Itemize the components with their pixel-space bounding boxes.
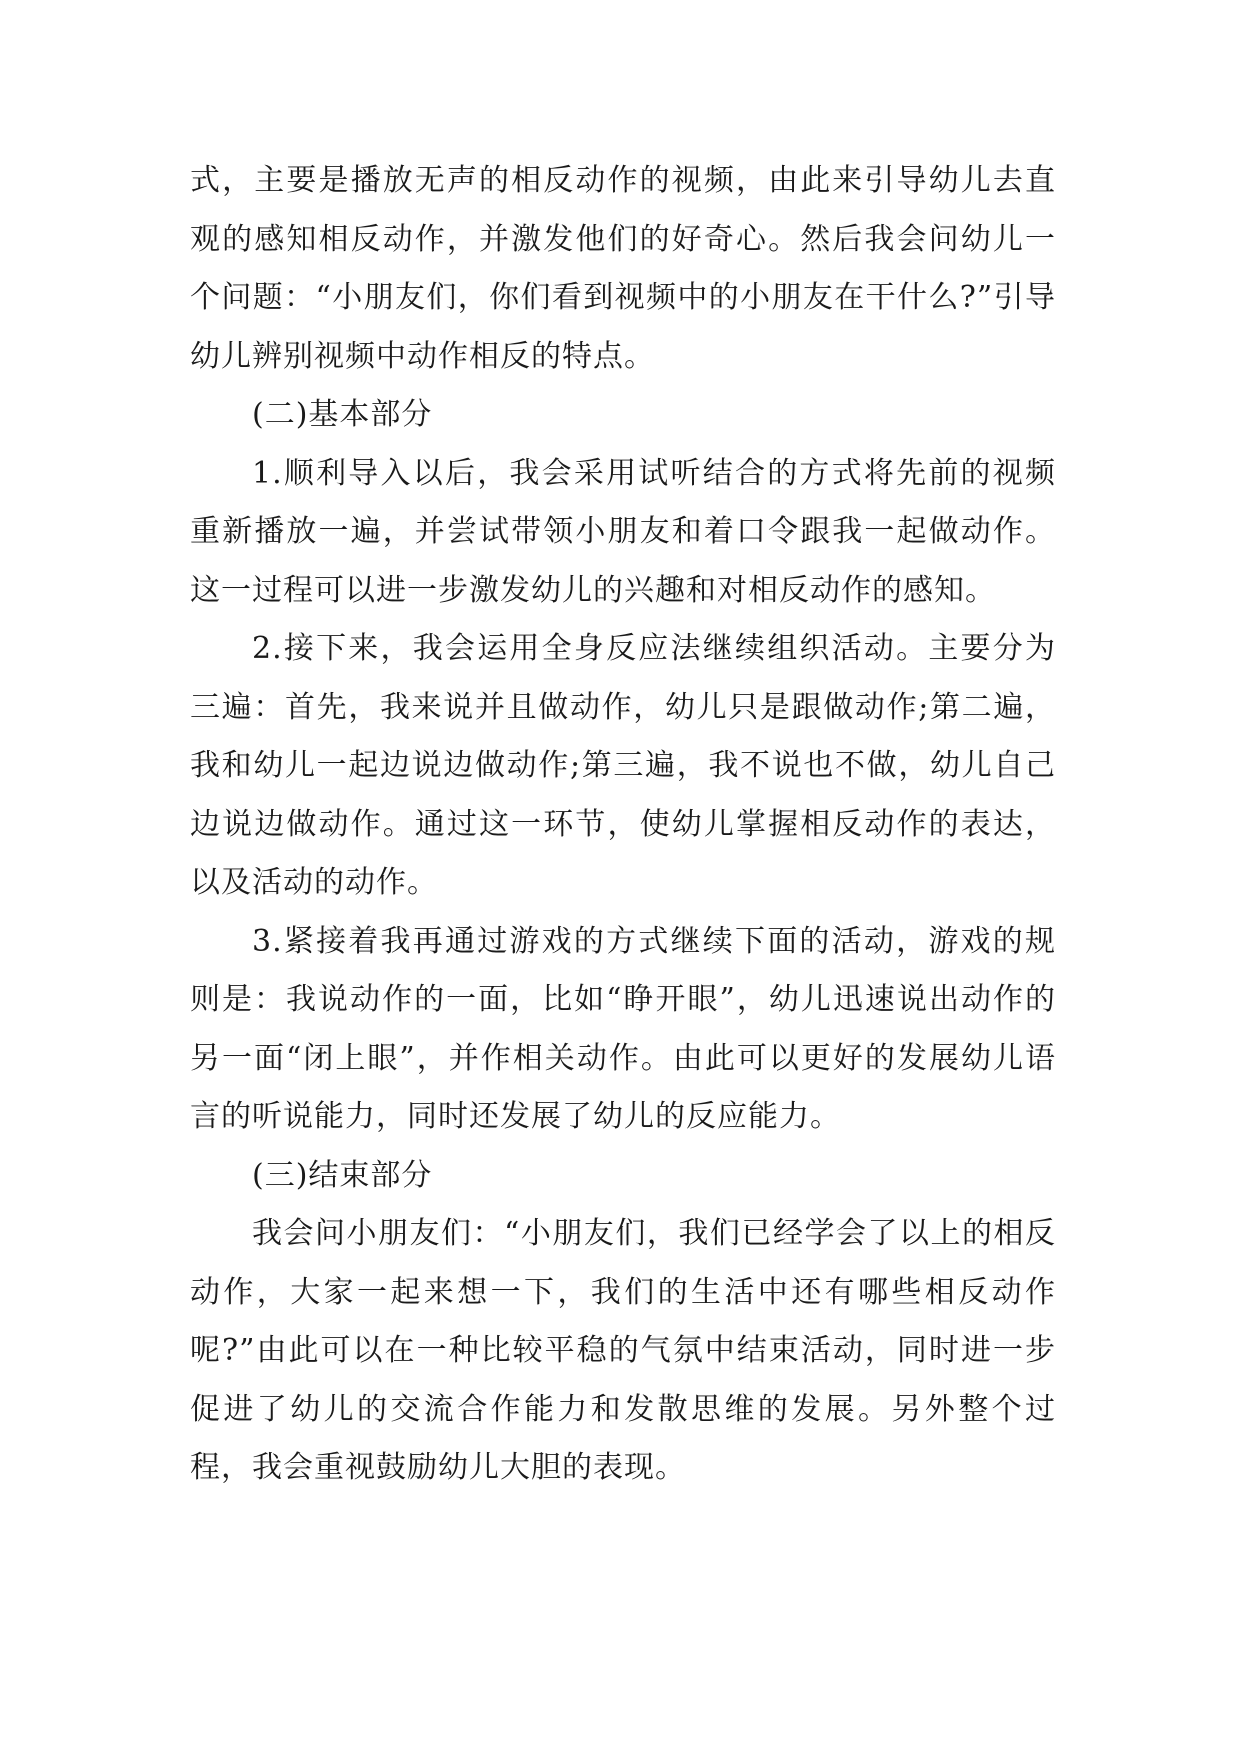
paragraph-step-2: 2.接下来，我会运用全身反应法继续组织活动。主要分为三遍：首先，我来说并且做动作，幼儿只是跟做动作;第二遍，我和幼儿一起边说边做动作;第三遍，我不说也不做，幼儿自己边说边做动作。通过这一环节，使幼儿掌握相反动作的表达，以及活动的动作。: [190, 631, 1056, 900]
section-heading-basic: (二)基本部分: [252, 397, 433, 432]
section-heading-ending: (三)结束部分: [252, 1157, 433, 1193]
paragraph-step-1: 1.顺利导入以后，我会采用试听结合的方式将先前的视频重新播放一遍，并尝试带领小朋友和着口令跟我一起做动作。这一过程可以进一步激发幼儿的兴趣和对相反动作的感知。: [190, 455, 1056, 608]
paragraph-intro-continuation: 式，主要是播放无声的相反动作的视频，由此来引导幼儿去直观的感知相反动作，并激发他们的好奇心。然后我会问幼儿一个问题：“小朋友们，你们看到视频中的小朋友在干什么?”引导幼儿辨别视频中动作相反的特点。: [190, 163, 1056, 374]
document-body: [190, 152, 1056, 1498]
paragraph-ending: 我会问小朋友们：“小朋友们，我们已经学会了以上的相反动作，大家一起来想一下，我们的生活中还有哪些相反动作呢?”由此可以在一种比较平稳的气氛中结束活动，同时进一步促进了幼儿的交流合作能力和发散思维的发展。另外整个过程，我会重视鼓励幼儿大胆的表现。: [190, 1216, 1056, 1485]
paragraph-step-3: 3.紧接着我再通过游戏的方式继续下面的活动，游戏的规则是：我说动作的一面，比如“睁开眼”，幼儿迅速说出动作的另一面“闭上眼”，并作相关动作。由此可以更好的发展幼儿语言的听说能力，同时还发展了幼儿的反应能力。: [190, 923, 1056, 1134]
